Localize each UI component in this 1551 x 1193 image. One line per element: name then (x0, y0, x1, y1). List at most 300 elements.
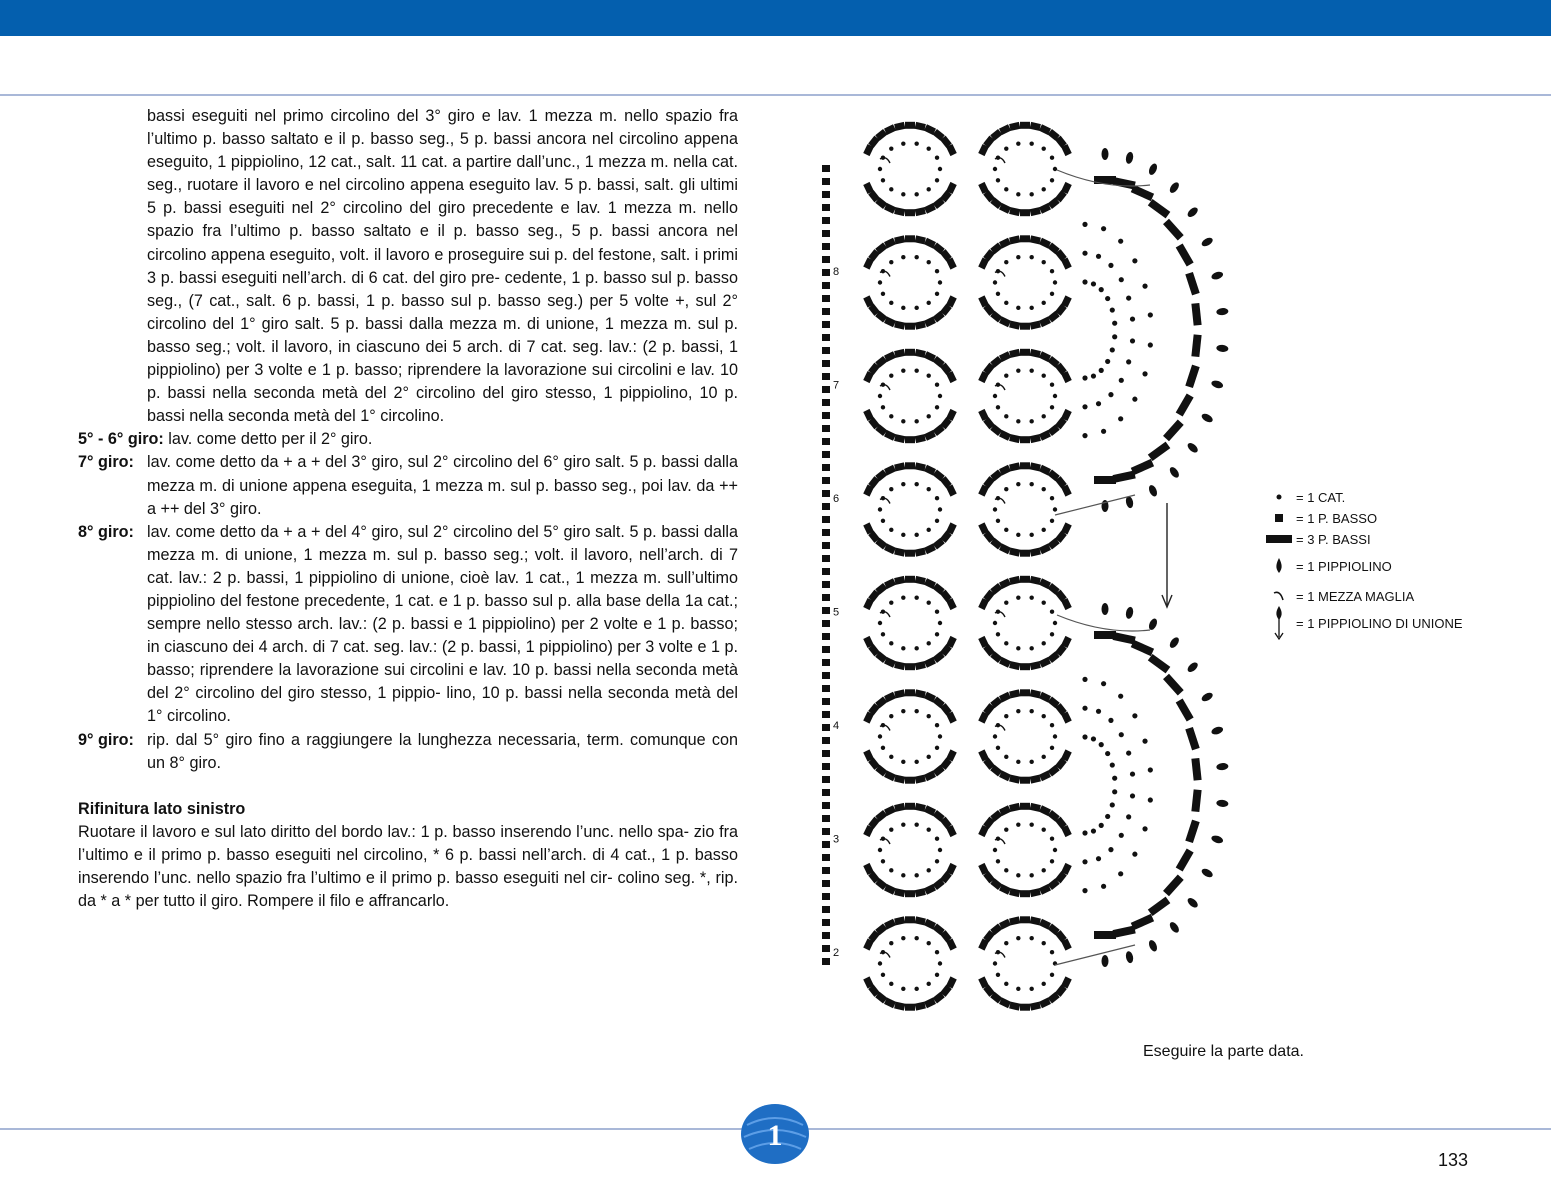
edge-stitch (822, 191, 830, 198)
bar-stitch (1148, 654, 1171, 673)
stitch-mark (915, 1002, 926, 1011)
chain-dot (914, 368, 918, 372)
round-number-label: 4 (833, 720, 840, 732)
picot-mark (1168, 636, 1181, 650)
chain-dot (1082, 375, 1087, 380)
stitch-mark (1020, 1004, 1030, 1011)
picot-mark (1186, 661, 1200, 674)
chain-dot (914, 595, 918, 599)
chain-dot (1082, 222, 1087, 227)
slip-stitch-mark (995, 839, 1005, 844)
chain-dot (1082, 706, 1087, 711)
chain-dot (1050, 156, 1054, 160)
chain-dot (1029, 255, 1033, 259)
chain-dot (938, 848, 942, 852)
join-arrow (1055, 495, 1135, 515)
chain-dot (889, 600, 893, 604)
bar-stitch (1094, 631, 1116, 639)
slip-stitch-mark (880, 612, 890, 617)
picot-mark (1200, 691, 1214, 703)
stitch-mark (894, 235, 905, 244)
stitch-mark (915, 916, 926, 925)
chain-dot (1050, 950, 1054, 954)
round-number-label: 6 (833, 493, 840, 505)
chain-dot (889, 941, 893, 945)
chain-dot (938, 734, 942, 738)
stitch-mark (1020, 890, 1030, 897)
edge-stitch (822, 347, 830, 354)
picot-mark (1186, 441, 1200, 454)
chain-dot (1029, 646, 1033, 650)
chain-dot (1108, 718, 1113, 723)
instructions-column (78, 105, 738, 913)
edge-stitch (822, 919, 830, 926)
chain-dot (1091, 828, 1096, 833)
chain-dot (881, 973, 885, 977)
chain-dot (1148, 767, 1153, 772)
chain-dot (1053, 280, 1057, 284)
chain-dot (1119, 732, 1124, 737)
chain-dot (901, 482, 905, 486)
chain-dot (1082, 888, 1087, 893)
edge-stitch (822, 360, 830, 367)
finishing-heading: Rifinitura lato sinistro (78, 799, 246, 818)
chain-dot (935, 519, 939, 523)
chain-dot (1004, 600, 1008, 604)
edge-stitch (822, 893, 830, 900)
chain-dot (927, 301, 931, 305)
chain-dot (1016, 760, 1020, 764)
edge-stitch (822, 867, 830, 874)
drop-icon (1262, 557, 1296, 575)
stitch-mark (915, 207, 926, 216)
chain-dot (1029, 192, 1033, 196)
bar-stitch (1191, 303, 1201, 326)
chain-dot (1042, 373, 1046, 377)
chain-dot (1130, 793, 1135, 798)
round-number-label: 8 (833, 266, 840, 278)
round-8-line: base della 1a cat.; sempre nello stesso arch. lav.: (2 p. bassi e 1 pippiolino) (147, 591, 739, 634)
picot-mark (1147, 162, 1158, 176)
round-9-line: rip. dal 5° giro fino a raggiungere la lunghezza necessaria, term. comunque (147, 730, 706, 749)
chain-dot (1099, 823, 1104, 828)
intro-line: p. del festone, salt. i primi 3 p. bassi eseguiti nell’arch. di 6 cat. del giro pre- (147, 245, 738, 287)
top-rule (0, 94, 1551, 96)
intro-line: p. basso seg.) per 5 volte +, sul 2° circolino del 1° giro salt. 5 p. bassi dalla (147, 291, 739, 333)
chain-dot (993, 848, 997, 852)
chain-dot (927, 982, 931, 986)
chain-dot (1016, 822, 1020, 826)
stitch-mark (1030, 207, 1041, 216)
chain-dot (927, 528, 931, 532)
edge-stitch (822, 425, 830, 432)
stitch-mark (1030, 434, 1041, 443)
chain-dot (996, 178, 1000, 182)
finishing-line: 1 p. basso inserendo l’unc. nello spazio fra l’ultimo e il primo p. basso eseguiti nel cir- (78, 845, 738, 887)
stitch-mark (905, 209, 915, 216)
chain-dot (1029, 595, 1033, 599)
round-8-label: 8° giro: (78, 522, 134, 541)
edge-stitch (822, 815, 830, 822)
chain-dot (1119, 378, 1124, 383)
stitch-mark (1030, 803, 1041, 812)
chain-dot (914, 709, 918, 713)
picot-mark (1147, 939, 1158, 953)
chain-dot (1050, 383, 1054, 387)
stitch-mark (1009, 207, 1020, 216)
stitch-mark (1020, 803, 1030, 810)
chain-dot (1053, 621, 1057, 625)
legend-label: = 1 PIPPIOLINO (1296, 558, 1392, 574)
chain-dot (1029, 822, 1033, 826)
chain-dot (1101, 226, 1106, 231)
edge-stitch (822, 568, 830, 575)
stitch-mark (1009, 434, 1020, 443)
chain-dot (938, 394, 942, 398)
chain-dot (1004, 755, 1008, 759)
stitch-mark (905, 576, 915, 583)
chain-dot (914, 822, 918, 826)
chain-dot (889, 301, 893, 305)
chain-dot (935, 632, 939, 636)
chain-dot (889, 528, 893, 532)
edge-stitch (822, 165, 830, 172)
slip-stitch-mark (995, 385, 1005, 390)
legend-label: = 1 PIPPIOLINO DI UNIONE (1296, 615, 1463, 631)
crochet-diagram (805, 115, 1285, 1015)
stitch-mark (1009, 349, 1020, 358)
chain-dot (1016, 419, 1020, 423)
stitch-mark (894, 462, 905, 471)
picot-mark (1200, 867, 1214, 879)
chain-dot (1016, 306, 1020, 310)
chain-dot (1050, 292, 1054, 296)
edge-stitch (822, 412, 830, 419)
stitch-mark (1030, 122, 1041, 131)
bar-stitch (1176, 848, 1194, 871)
round-8-line: per 2 volte e 1 p. basso; in ciascuno dei 4 arch. di 7 cat. seg. lav.: (2 p. bassi, (147, 615, 739, 657)
chain-dot (935, 859, 939, 863)
chain-dot (993, 507, 997, 511)
chain-dot (914, 255, 918, 259)
chain-dot (1042, 714, 1046, 718)
chain-dot (889, 641, 893, 645)
picot-mark (1147, 484, 1158, 498)
chain-dot (901, 255, 905, 259)
chain-dot (1101, 681, 1106, 686)
slip-stitch-mark (995, 271, 1005, 276)
chain-dot (901, 936, 905, 940)
chain-dot (1130, 338, 1135, 343)
chain-dot (996, 632, 1000, 636)
edge-stitch (822, 542, 830, 549)
chain-dot (1132, 397, 1137, 402)
stitch-mark (1030, 235, 1041, 244)
chain-dot (1132, 852, 1137, 857)
chain-dot (1050, 610, 1054, 614)
stitch-mark (1009, 122, 1020, 131)
stitch-mark (905, 349, 915, 356)
bar-stitch (1185, 820, 1199, 843)
chain-dot (938, 167, 942, 171)
stitch-mark (1020, 916, 1030, 923)
chain-dot (1050, 178, 1054, 182)
stitch-mark (1030, 576, 1041, 585)
stitch-mark (894, 548, 905, 557)
picot-mark (1102, 955, 1109, 967)
chain-dot (1042, 641, 1046, 645)
stitch-mark (1030, 888, 1041, 897)
chain-dot (881, 746, 885, 750)
chain-dot (1029, 936, 1033, 940)
chain-dot (1042, 301, 1046, 305)
stitch-mark (1020, 777, 1030, 784)
chain-dot (927, 714, 931, 718)
chain-dot (878, 167, 882, 171)
bar-stitch (1176, 698, 1194, 721)
picot-mark (1216, 307, 1229, 315)
chain-dot (938, 280, 942, 284)
picot-mark (1102, 603, 1109, 615)
chain-dot (1016, 533, 1020, 537)
bar-stitch (1163, 219, 1184, 241)
chain-dot (1004, 146, 1008, 150)
stitch-mark (1009, 548, 1020, 557)
chain-dot (1082, 279, 1087, 284)
legend-item (1262, 613, 1463, 633)
chain-dot (1050, 269, 1054, 273)
chain-dot (993, 167, 997, 171)
chain-dot (1050, 973, 1054, 977)
stitch-mark (1020, 323, 1030, 330)
chain-dot (914, 760, 918, 764)
picot-mark (1147, 617, 1158, 631)
chain-dot (914, 419, 918, 423)
edge-stitch (822, 724, 830, 731)
bar-stitch (1185, 727, 1199, 750)
stitch-mark (1020, 122, 1030, 129)
stitch-mark (1030, 661, 1041, 670)
chain-dot (901, 306, 905, 310)
bar-stitch (1163, 875, 1184, 897)
stitch-mark (1020, 576, 1030, 583)
round-8-line: dalla mezza m. di unione, 1 mezza m. sul p. basso seg.; volt. il lavoro, nell’arch. (147, 522, 739, 564)
edge-stitch (822, 438, 830, 445)
stitch-mark (1020, 436, 1030, 443)
chain-dot (1082, 859, 1087, 864)
stitch-mark (905, 803, 915, 810)
edge-stitch (822, 854, 830, 861)
picot-mark (1200, 236, 1214, 248)
edge-stitch (822, 659, 830, 666)
chain-dot (1148, 342, 1153, 347)
chain-dot (889, 260, 893, 264)
stitch-mark (905, 663, 915, 670)
stitch-mark (915, 349, 926, 358)
chain-dot (996, 973, 1000, 977)
chain-dot (1096, 401, 1101, 406)
stitch-mark (1030, 689, 1041, 698)
chain-dot (1108, 263, 1113, 268)
stitch-mark (915, 661, 926, 670)
slip-stitch-mark (995, 498, 1005, 503)
chain-dot (1096, 709, 1101, 714)
round-9-line: con un 8° giro. (147, 730, 738, 772)
chain-dot (1126, 359, 1131, 364)
chain-dot (878, 507, 882, 511)
chain-dot (901, 368, 905, 372)
chain-dot (1082, 251, 1087, 256)
chain-dot (1130, 316, 1135, 321)
bar-stitch (1094, 931, 1116, 939)
chain-dot (1108, 847, 1113, 852)
chain-dot (881, 859, 885, 863)
picot-mark (1125, 606, 1134, 619)
stitch-mark (1009, 916, 1020, 925)
edge-stitch (822, 711, 830, 718)
stitch-mark (905, 235, 915, 242)
bar-stitch (1148, 442, 1171, 461)
picot-mark (1216, 799, 1229, 807)
chain-dot (927, 146, 931, 150)
intro-line: del 1° circolino. (334, 407, 445, 426)
chain-dot (1130, 771, 1135, 776)
chain-dot (1050, 859, 1054, 863)
edge-stitch (822, 607, 830, 614)
chain-dot (1029, 760, 1033, 764)
bar-stitch (1131, 185, 1154, 201)
chain-dot (914, 192, 918, 196)
chain-dot (1042, 187, 1046, 191)
chain-dot (927, 827, 931, 831)
edge-stitch (822, 373, 830, 380)
chain-dot (935, 269, 939, 273)
chain-dot (1029, 141, 1033, 145)
stitch-mark (915, 775, 926, 784)
chain-dot (1016, 873, 1020, 877)
chain-dot (889, 146, 893, 150)
stitch-mark (915, 888, 926, 897)
stitch-mark (1009, 462, 1020, 471)
edge-stitch (822, 386, 830, 393)
chain-dot (1105, 814, 1110, 819)
stitch-mark (915, 434, 926, 443)
chain-dot (1110, 307, 1115, 312)
chain-dot (1142, 371, 1147, 376)
stitch-mark (905, 462, 915, 469)
chain-dot (1082, 433, 1087, 438)
stitch-mark (1020, 550, 1030, 557)
bar-stitch (1176, 393, 1194, 416)
picot-mark (1210, 834, 1224, 844)
picot-mark (1168, 465, 1181, 479)
drop-arrow-icon (1262, 605, 1296, 641)
chain-dot (1016, 368, 1020, 372)
chain-dot (914, 533, 918, 537)
finishing-paragraph (78, 821, 738, 913)
chain-dot (1112, 321, 1117, 326)
intro-line: cedente, 1 p. basso sul p. basso seg., (7 cat., salt. 6 p. bassi, 1 p. basso sul (147, 268, 738, 310)
chain-dot (1050, 519, 1054, 523)
edge-stitch (822, 633, 830, 640)
stitch-mark (905, 436, 915, 443)
chain-dot (1101, 429, 1106, 434)
chain-dot (1132, 258, 1137, 263)
chain-dot (1029, 533, 1033, 537)
chain-dot (914, 646, 918, 650)
slip-stitch-mark (880, 952, 890, 957)
chain-dot (881, 519, 885, 523)
intro-line: bassi, salt. gli ultimi 5 p. bassi eseguiti nel 2° circolino del giro precedente e (147, 176, 739, 218)
edge-stitch (822, 802, 830, 809)
intro-line: lav. 1 mezza m. nello spazio fra l’ultimo p. basso saltato e il p. basso seg., 5 (147, 199, 738, 241)
edge-stitch (822, 256, 830, 263)
stitch-mark (1009, 321, 1020, 330)
stitch-mark (915, 576, 926, 585)
edge-stitch (822, 217, 830, 224)
chain-dot (1142, 826, 1147, 831)
chain-dot (901, 987, 905, 991)
chain-dot (1148, 312, 1153, 317)
chain-dot (1042, 982, 1046, 986)
chain-dot (1082, 734, 1087, 739)
edge-stitch (822, 672, 830, 679)
chain-dot (889, 827, 893, 831)
diagram-caption: Eseguire la parte data. (1143, 1043, 1304, 1060)
chain-dot (1004, 982, 1008, 986)
round-number-label: 7 (833, 379, 840, 392)
chain-dot (1126, 750, 1131, 755)
bar-stitch (1094, 476, 1116, 484)
chain-dot (935, 950, 939, 954)
chain-dot (1004, 827, 1008, 831)
intro-paragraph (78, 105, 738, 428)
stitch-mark (905, 122, 915, 129)
stitch-mark (1030, 775, 1041, 784)
round-8-line: lav. come detto da + a + del 4° giro, sul 2° circolino del 5° giro salt. 5 p. bassi (147, 522, 700, 541)
chain-dot (993, 961, 997, 965)
edge-stitch (822, 945, 830, 952)
slip-stitch-mark (880, 158, 890, 163)
chain-dot (901, 419, 905, 423)
chain-dot (914, 141, 918, 145)
chain-dot (1126, 295, 1131, 300)
intro-line: bassi eseguiti nel primo circolino del 3° giro e lav. 1 mezza m. nello spazio (147, 107, 713, 125)
chain-dot (1053, 167, 1057, 171)
round-7-line: lav. da ++ a ++ del 3° giro. (147, 476, 739, 518)
picot-mark (1186, 896, 1200, 909)
chain-dot (1101, 884, 1106, 889)
chain-dot (1004, 714, 1008, 718)
chain-dot (1004, 373, 1008, 377)
chain-dot (1004, 641, 1008, 645)
edge-stitch (822, 529, 830, 536)
picot-mark (1168, 920, 1181, 934)
chain-dot (996, 746, 1000, 750)
chain-dot (935, 723, 939, 727)
edge-stitch (822, 399, 830, 406)
stitch-mark (915, 548, 926, 557)
chain-dot (1016, 646, 1020, 650)
chain-dot (935, 746, 939, 750)
edge-stitch (822, 516, 830, 523)
stitch-mark (1030, 462, 1041, 471)
picot-mark (1102, 148, 1109, 160)
chain-dot (1004, 187, 1008, 191)
round-number-label: 3 (833, 833, 840, 846)
chain-dot (881, 178, 885, 182)
bar-stitch (1191, 758, 1201, 781)
